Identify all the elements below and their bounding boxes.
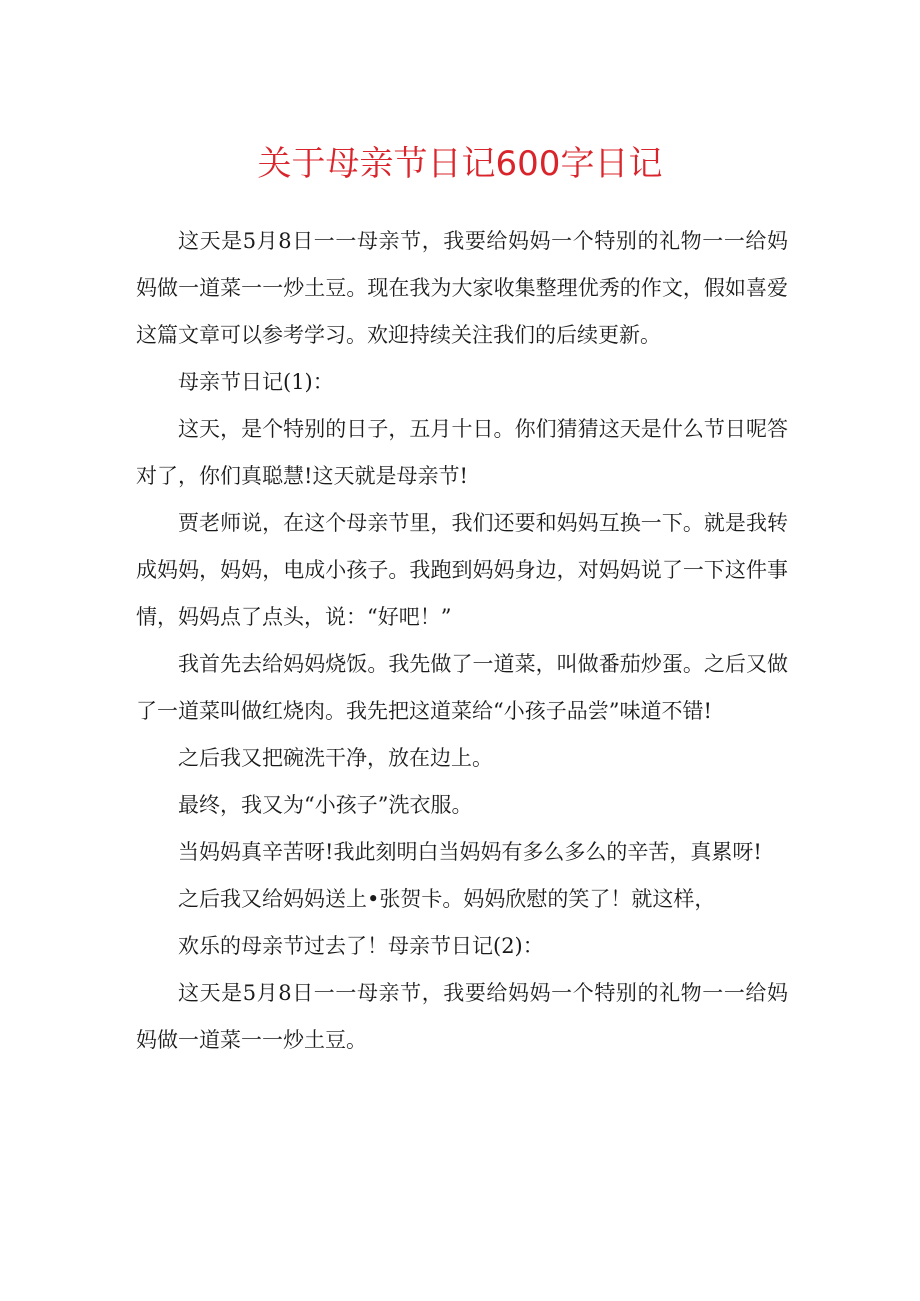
paragraph: 欢乐的母亲节过去了！母亲节日记(2)： (178, 934, 544, 958)
document-title: 关于母亲节日记600字日记 (257, 144, 663, 184)
paragraph: 之后我又给妈妈送上•张贺卡。妈妈欣慰的笑了！就这样， (178, 887, 716, 911)
paragraph: 这天是5月8日一一母亲节，我要给妈妈一个特别的礼物一一给妈妈做一道菜一一炒土豆。 (136, 981, 788, 1052)
paragraph: 这天是5月8日一一母亲节，我要给妈妈一个特别的礼物一一给妈妈做一道菜一一炒土豆。现在我为大家收集整理优秀的作文，假如喜爱这篇文章可以参考学习。欢迎持续关注我们的后续更新。 (136, 229, 788, 347)
paragraph: 贾老师说，在这个母亲节里，我们还要和妈妈互换一下。就是我转成妈妈，妈妈，电成小孩子。我跑到妈妈身边，对妈妈说了一下这件事情，妈妈点了点头，说：“好吧！” (136, 511, 788, 629)
paragraph: 这天，是个特别的日子，五月十日。你们猜猜这天是什么节日呢答对了，你们真聪慧!这天就是母亲节! (136, 417, 788, 488)
paragraph: 之后我又把碗洗干净，放在边上。 (178, 746, 493, 770)
paragraph: 我首先去给妈妈烧饭。我先做了一道菜，叫做番茄炒蛋。之后又做了一道菜叫做红烧肉。我先把这道菜给“小孩子品尝”味道不错! (136, 652, 788, 723)
document-body (136, 218, 788, 1064)
section-heading: 母亲节日记(1)： (178, 370, 334, 394)
paragraph: 当妈妈真辛苦呀!我此刻明白当妈妈有多么多么的辛苦，真累呀! (178, 840, 762, 864)
paragraph: 最终，我又为“小孩子”洗衣服。 (178, 793, 473, 817)
